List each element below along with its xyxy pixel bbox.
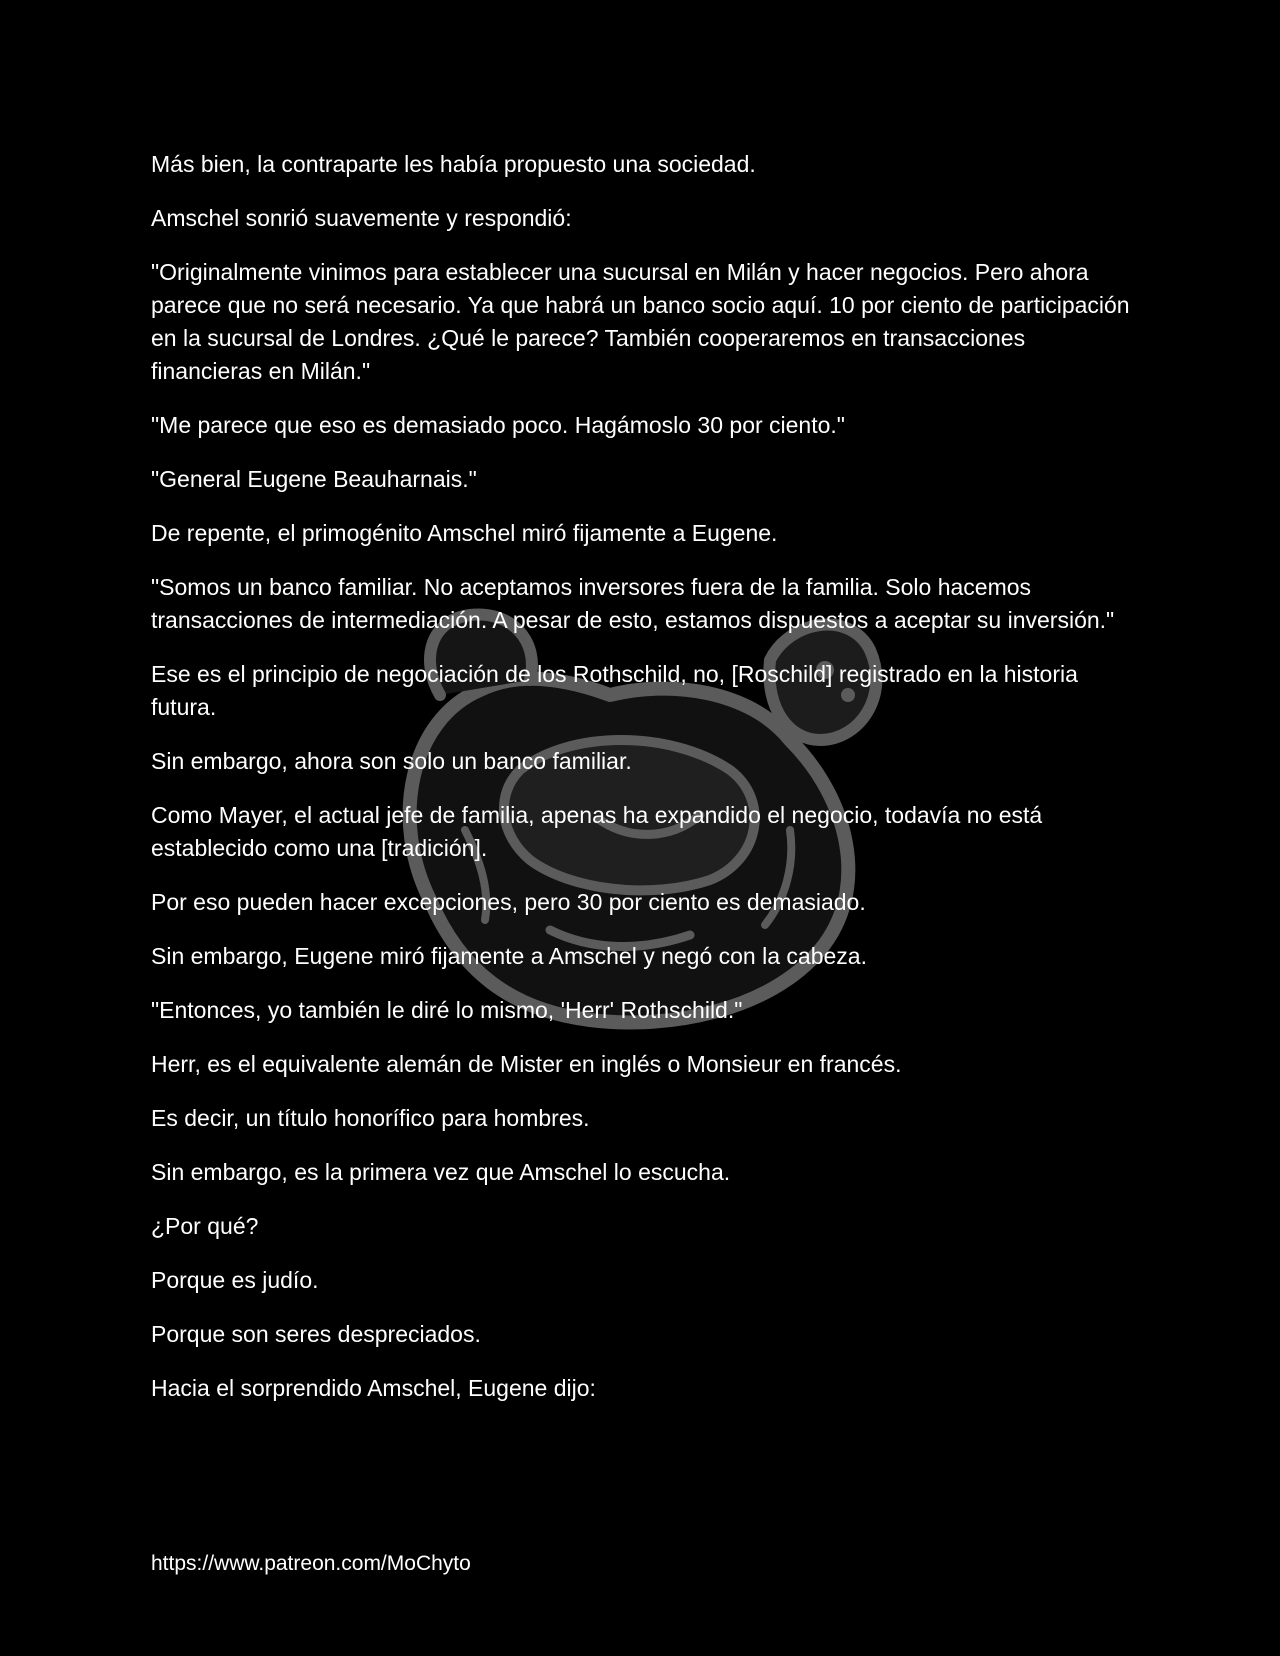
paragraph: Sin embargo, ahora son solo un banco familiar. [151, 748, 632, 774]
paragraph: Hacia el sorprendido Amschel, Eugene dijo: [151, 1375, 596, 1401]
paragraph: ¿Por qué? [151, 1213, 259, 1239]
paragraph: "General Eugene Beauharnais." [151, 466, 477, 492]
paragraph: "Entonces, yo también le diré lo mismo, 'Herr' Rothschild." [151, 997, 743, 1023]
paragraph: Por eso pueden hacer excepciones, pero 30 por ciento es demasiado. [151, 889, 866, 915]
paragraph: Amschel sonrió suavemente y respondió: [151, 205, 572, 231]
patreon-link[interactable]: https://www.patreon.com/MoChyto [151, 1552, 471, 1575]
paragraph: Más bien, la contraparte les había propuesto una sociedad. [151, 151, 756, 177]
paragraph: Porque es judío. [151, 1267, 319, 1293]
paragraph: Porque son seres despreciados. [151, 1321, 481, 1347]
paragraph: "Somos un banco familiar. No aceptamos inversores fuera de la familia. Solo hacemos transacciones de intermediación. A pesar de esto, estamos dispuestos a aceptar su inversión." [151, 574, 1115, 633]
story-text [151, 148, 1141, 1426]
paragraph: "Originalmente vinimos para establecer una sucursal en Milán y hacer negocios. Pero ahora parece que no será necesario. Ya que habrá un banco socio aquí. 10 por ciento de participación en la sucursal de Londres. ¿Qué le parece? También cooperaremos en transacciones financieras en Milán." [151, 259, 1130, 384]
paragraph: Sin embargo, Eugene miró fijamente a Amschel y negó con la cabeza. [151, 943, 867, 969]
paragraph: De repente, el primogénito Amschel miró fijamente a Eugene. [151, 520, 778, 546]
paragraph: Sin embargo, es la primera vez que Amschel lo escucha. [151, 1159, 731, 1185]
paragraph: Es decir, un título honorífico para hombres. [151, 1105, 590, 1131]
paragraph: Herr, es el equivalente alemán de Mister en inglés o Monsieur en francés. [151, 1051, 902, 1077]
paragraph: Ese es el principio de negociación de los Rothschild, no, [Roschild] registrado en la historia futura. [151, 661, 1078, 720]
paragraph: "Me parece que eso es demasiado poco. Hagámoslo 30 por ciento." [151, 412, 845, 438]
paragraph: Como Mayer, el actual jefe de familia, apenas ha expandido el negocio, todavía no está establecido como una [tradición]. [151, 802, 1043, 861]
